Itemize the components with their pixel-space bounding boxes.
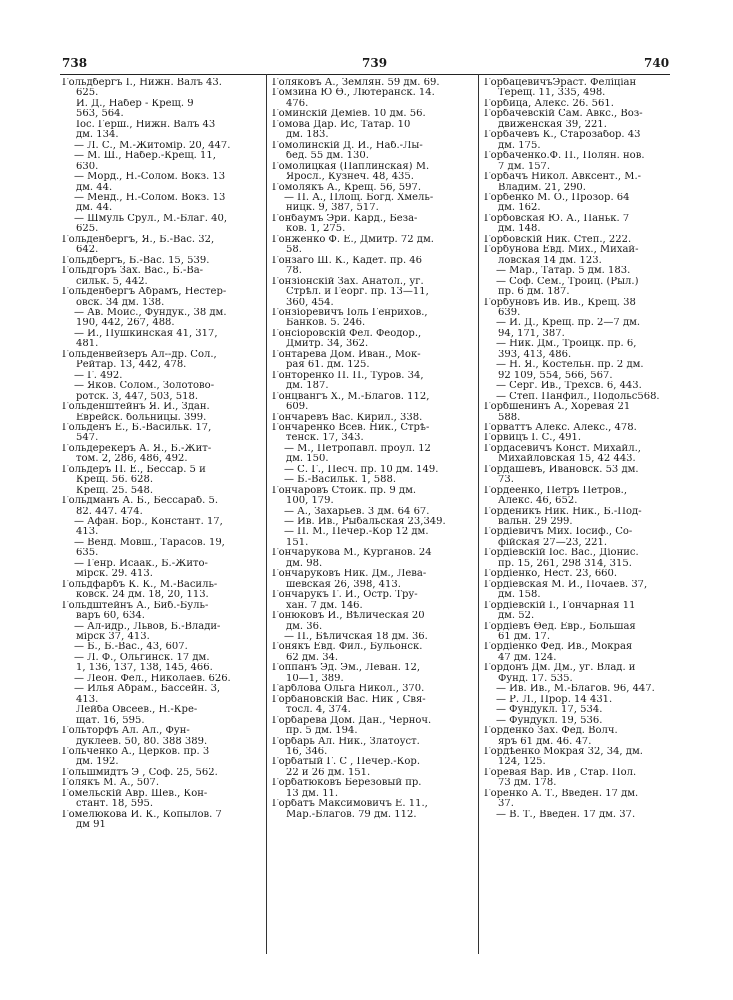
directory-entry-line: — Леон. Фел., Николаев. 626.	[74, 673, 231, 684]
directory-entry-line: Еврейск. больницы. 399.	[76, 412, 207, 423]
directory-entry-line: 642.	[76, 245, 99, 256]
directory-entry-line: 124, 125.	[498, 757, 546, 768]
directory-entry-line: дм 91	[76, 820, 106, 831]
directory-entry-line: 37.	[498, 799, 514, 810]
directory-entry-line: Гонбаумъ Эри. Кард., Беза-	[272, 213, 418, 224]
directory-entry-line: 635.	[76, 548, 99, 559]
directory-entry-line: тосл. 4, 374.	[286, 705, 351, 716]
directory-entry-line: Гордеенко, Петръ Петров.,	[484, 485, 628, 496]
directory-entry-line: Гордіевичъ Мих. Іосиф., Со-	[484, 527, 633, 538]
directory-entry-line: 413.	[76, 694, 99, 705]
directory-entry-line: Гордонъ Дм. Дм., уг. Влад. и	[484, 663, 636, 674]
directory-entry-line: 100, 179.	[286, 496, 334, 507]
directory-entry-line: тенск. 17, 343.	[286, 433, 364, 444]
directory-entry-line: дм. 158.	[498, 590, 541, 601]
directory-entry-line: Горбунова Евд. Мих., Михай-	[484, 245, 639, 256]
directory-entry-line: Горенко А. Т., Введен. 17 дм.	[484, 788, 639, 799]
directory-entry-line: Стрѣл. и Георг. пр. 13—11,	[286, 287, 429, 298]
directory-entry-line: вальн. 29 299.	[498, 517, 573, 528]
directory-entry-line: дм. 175.	[498, 140, 541, 151]
directory-entry-line: — Серг. Ив., Трехсв. 6, 443.	[496, 381, 642, 392]
directory-entry-line: Михайловская 15, 42 443.	[498, 454, 636, 465]
directory-entry-line: бед. 55 дм. 130.	[286, 151, 369, 162]
directory-entry-line: И. Д., Набер - Крещ. 9	[76, 98, 194, 109]
directory-entry-line: пр. 6 дм. 187.	[498, 287, 570, 298]
directory-entry-line: Гонякъ Евд. Фил., Бульонск.	[272, 642, 423, 653]
directory-entry-line: 588.	[498, 412, 521, 423]
directory-entry-line: — П. А., Площ. Богд. Хмель-	[284, 192, 434, 203]
directory-entry-line: 73.	[498, 475, 514, 486]
directory-entry-line: Гонторенко П. П., Туров. 34,	[272, 370, 424, 381]
directory-entry-line: — Фундукл. 17, 534.	[496, 705, 603, 716]
directory-entry-line: Горбовская Ю. А., Паньк. 7	[484, 213, 630, 224]
directory-entry-line: — В. Т., Введен. 17 дм. 37.	[496, 809, 636, 820]
directory-entry-line: — Шмуль Срул., М.-Благ. 40,	[74, 213, 228, 224]
directory-entry-line: 625.	[76, 88, 99, 99]
directory-entry-line: 547.	[76, 433, 99, 444]
directory-entry-line: дм. 148.	[498, 224, 541, 235]
directory-entry-line: — Ал-идр., Львов, Б.-Влади-	[74, 621, 221, 632]
directory-entry-line: Гордіевъ Өед. Евр., Большая	[484, 621, 636, 632]
directory-entry-line: дм. 192.	[76, 757, 119, 768]
column-divider-2	[478, 74, 479, 954]
directory-entry-line: том. 2, 286, 486, 492.	[76, 454, 188, 465]
directory-entry-line: Горбица, Алекс. 26. 561.	[484, 98, 614, 109]
directory-entry-line: 360, 454.	[286, 297, 334, 308]
directory-entry-line: рая 61. дм. 125.	[286, 360, 370, 371]
directory-entry-line: Гольдеръ П. Е., Бессар. 5 и	[62, 464, 206, 475]
directory-entry-line: овск. 34 дм. 138.	[76, 297, 165, 308]
directory-entry-line: пр. 5 дм. 194.	[286, 726, 358, 737]
directory-entry-line: 78.	[286, 266, 302, 277]
directory-entry-line: дм. 150.	[286, 454, 329, 465]
directory-entry-line: ковск. 24 дм. 18, 20, 113.	[76, 590, 209, 601]
directory-entry-line: Гоминскій Деміев. 10 дм. 56.	[272, 109, 426, 120]
directory-entry-line: 609.	[286, 402, 309, 413]
directory-entry-line: ницк. 9, 387, 517.	[286, 203, 379, 214]
directory-entry-line: Рейтар. 13, 442, 478.	[76, 360, 187, 371]
directory-entry-line: Гордѣенко Мокрая 32, 34, дм.	[484, 747, 643, 757]
directory-entry-line: 625.	[76, 224, 99, 235]
directory-entry-line: дуклеев. 50, 80. 388 389.	[76, 736, 208, 747]
directory-entry-line: Горбачевскій Сам. Авкс., Воз-	[484, 109, 643, 120]
directory-entry-line: Гарблова Ольга Никол., 370.	[272, 684, 425, 695]
directory-entry-line: ротск. 3, 447, 503, 518.	[76, 391, 199, 402]
directory-entry-line: Гомолинскій Д. И., Наб.-Лы-	[272, 140, 423, 151]
directory-entry-line: Горбовскій Ник. Степ., 222.	[484, 234, 632, 245]
directory-entry-line: Алекс. 46, 652.	[498, 496, 578, 507]
directory-entry-line: — С. Г., Песч. пр. 10 дм. 149.	[284, 464, 439, 475]
directory-entry-line: Гордіенко Фед. Ив., Мокрая	[484, 642, 633, 653]
directory-entry-line: 413.	[76, 527, 99, 538]
directory-entry-line: Гомолякъ А., Крещ. 56, 597.	[272, 182, 422, 193]
directory-entry-line: 7 дм. 157.	[498, 161, 551, 172]
directory-entry-line: Гонзіонскій Зах. Анатол., уг.	[272, 276, 424, 287]
directory-entry-line: — Яков. Солом., Золотово-	[74, 381, 215, 392]
directory-entry-line: дм. 44.	[76, 203, 113, 214]
directory-entry-line: Горбачъ Никол. Авксент., М.-	[484, 172, 642, 183]
page-number-right: 740	[644, 56, 670, 70]
directory-entry-line: Гонсіоровскій Фел. Феодор.,	[272, 328, 422, 339]
directory-entry-line: — Фундукл. 19, 536.	[496, 715, 603, 726]
directory-entry-line: мірск. 29. 413.	[76, 569, 153, 580]
directory-entry-line: Горбачевъ К., Старозабор. 43	[484, 130, 641, 141]
directory-entry-line: 82. 447. 474.	[76, 506, 143, 517]
directory-entry-line: 13 дм. 11.	[286, 788, 339, 799]
directory-entry-line: 563, 564.	[76, 109, 124, 120]
directory-entry-line: — Л. С., М.-Житомір. 20, 447.	[74, 140, 231, 151]
directory-entry-line: Гомолицкая (Паплинская) М.	[272, 161, 430, 172]
directory-entry-line: 94, 171, 387.	[498, 328, 565, 339]
directory-entry-line: Гольденбергъ Абрамъ, Нестер-	[62, 287, 227, 298]
directory-entry-line: Голяковъ А., Землян. 59 дм. 69.	[272, 78, 440, 88]
directory-entry-line: Лейба Овсеев., Н.-Кре-	[76, 705, 198, 716]
directory-entry-line: 1, 136, 137, 138, 145, 466.	[76, 663, 213, 674]
directory-entry-line: — Б.-Васильк. 1, 588.	[284, 475, 397, 486]
directory-entry-line: — Степ. Панфил., Подольс568.	[496, 391, 660, 402]
directory-entry-line: Горбшенинъ А., Хоревая 21	[484, 402, 631, 413]
directory-entry-line: Яросл., Кузнеч. 48, 435.	[286, 172, 414, 183]
directory-entry-line: Гордашевъ, Ивановск. 53 дм.	[484, 464, 639, 475]
directory-entry-line: Горбенко М. О., Прозор. 64	[484, 192, 630, 203]
directory-entry-line: Гончаруковъ Ник. Дм., Лева-	[272, 569, 427, 580]
directory-entry-line: — Г. 492.	[74, 370, 123, 381]
directory-entry-line: Гончаревъ Вас. Кирил., 338.	[272, 412, 423, 423]
directory-entry-line: Гончарукъ Г. И., Остр. Тру-	[272, 590, 418, 601]
directory-entry-line: — Ив. Ив., М.-Благов. 96, 447.	[496, 684, 655, 695]
directory-entry-line: 61 дм. 17.	[498, 632, 551, 643]
directory-entry-line: 639.	[498, 307, 521, 318]
directory-entry-line: Гонженко Ф. Е., Дмитр. 72 дм.	[272, 234, 434, 245]
directory-entry-line: фійская 27—23, 221.	[498, 537, 608, 548]
directory-entry-line: Гомелюкова И. К., Копылов. 7	[62, 809, 222, 820]
directory-entry-line: Гольдбергъ I., Нижн. Валъ 43.	[62, 78, 222, 88]
directory-entry-line: дм. 183.	[286, 130, 329, 141]
directory-entry-line: Горденикъ Ник. Ник., Б.-Под-	[484, 506, 642, 517]
directory-entry-line: — М., Петропавл. проул. 12	[284, 443, 431, 454]
directory-entry-line: Гордасевичъ Конст. Михайл.,	[484, 443, 641, 454]
directory-entry-line: Гонюковъ И., Вѣлическая 20	[272, 611, 425, 622]
directory-entry-line: Гольторфъ Ал. Ал., Фун-	[62, 726, 190, 737]
directory-entry-line: — Венд. Мовш., Тарасов. 19,	[74, 537, 225, 548]
directory-entry-line: Терещ. 11, 335, 498.	[498, 88, 606, 99]
directory-entry-line: — Р. Л., Прор. 14 431.	[496, 694, 613, 705]
directory-entry-line: дм. 162.	[498, 203, 541, 214]
directory-entry-line: Гольденштейнъ Я. И., Здан.	[62, 402, 210, 413]
directory-entry-line: 22 и 26 дм. 151.	[286, 767, 371, 778]
directory-entry-line: — Ник. Дм., Троицк. пр. 6,	[496, 339, 637, 350]
directory-entry-line: Гольдфарбъ К. К., М.-Василь-	[62, 579, 218, 590]
directory-entry-line: Гольдманъ А. Б., Бессараб. 5.	[62, 496, 219, 507]
directory-entry-line: Гольденбергъ, Я., Б.-Вас. 32,	[62, 234, 215, 245]
directory-entry-line: — Морд., Н.-Солом. Вокз. 13	[74, 172, 226, 183]
column-divider-1	[266, 74, 267, 954]
column-left	[62, 78, 260, 831]
directory-entry-line: Горбуновъ Ив. Ив., Крещ. 38	[484, 297, 636, 308]
directory-entry-line: Гоппанъ Эд. Эм., Леван. 12,	[272, 663, 421, 674]
directory-entry-line: стант. 18, 595.	[76, 799, 153, 810]
directory-entry-line: дм. 44.	[76, 182, 113, 193]
directory-entry-line: 10—1, 389.	[286, 673, 344, 684]
directory-entry-line: щат. 16, 595.	[76, 715, 145, 726]
directory-entry-line: — Л. Ф., Ольгинск. 17 дм.	[74, 652, 210, 663]
directory-entry-line: пр. 15, 261, 298 314, 315.	[498, 558, 632, 569]
directory-entry-line: Гончаренко Всев. Ник., Стрѣ-	[272, 422, 430, 433]
directory-entry-line: 58.	[286, 245, 302, 256]
header-rule	[60, 74, 670, 75]
directory-entry-line: Гордіевская М. И., Почаев. 37,	[484, 579, 648, 590]
directory-entry-line: Гольденвейзеръ Ал--др. Сол.,	[62, 349, 217, 360]
directory-entry-line: Гольдгоръ Зах. Вас., Б.-Ва-	[62, 266, 204, 277]
directory-entry-line: Гордіевскій І., Гончарная 11	[484, 600, 636, 611]
directory-entry-line: 151.	[286, 537, 309, 548]
column-right	[484, 78, 674, 820]
directory-entry-line: Гомова Дар. Ис, Татар. 10	[272, 119, 411, 130]
directory-entry-line: Крещ. 56. 628.	[76, 475, 154, 486]
directory-entry-line: мірск 37, 413.	[76, 632, 150, 643]
directory-entry-line: 92 109, 554, 566, 567.	[498, 370, 613, 381]
directory-entry-line: 481.	[76, 339, 99, 350]
directory-entry-line: 73 дм. 178.	[498, 778, 557, 789]
directory-entry-line: ловская 14 дм. 123.	[498, 255, 602, 266]
directory-entry-line: 476.	[286, 98, 309, 109]
directory-entry-line: Горевая Вар. Ив , Стар. Пол.	[484, 767, 637, 778]
column-middle	[272, 78, 470, 820]
directory-entry-line: 62 дм. 34.	[286, 652, 339, 663]
directory-entry-line: Гомельскій Авр. Шев., Кон-	[62, 788, 208, 799]
directory-entry-line: Гонтарева Дом. Иван., Мок-	[272, 349, 421, 360]
directory-entry-line: ков. 1, 275.	[286, 224, 346, 235]
directory-entry-line: 393, 413, 486.	[498, 349, 572, 360]
directory-entry-line: Гомзина Ю Ө., Лютеранск. 14.	[272, 88, 435, 99]
directory-entry-line: Іос. Герш., Нижн. Валъ 43	[76, 119, 216, 130]
directory-entry-line: хан. 7 дм. 146.	[286, 600, 363, 611]
page-number-left: 738	[62, 56, 88, 70]
directory-entry-line: Горбановскій Вас. Ник , Свя-	[272, 694, 426, 705]
directory-entry-line: Гольшмидтъ Э , Соф. 25, 562.	[62, 767, 218, 778]
directory-entry-line: 190, 442, 267, 488.	[76, 318, 175, 329]
directory-entry-line: Гольдбергъ, Б.-Вас. 15, 539.	[62, 255, 210, 266]
directory-entry-line: — Б., Б.-Вас., 43, 607.	[74, 642, 188, 653]
directory-entry-line: 16, 346.	[286, 747, 328, 757]
directory-entry-line: Гордіевскій Іос. Вас., Діонис.	[484, 548, 639, 559]
directory-entry-line: дм. 134.	[76, 130, 119, 141]
directory-entry-line: — Менд., Н.-Солом. Вокз. 13	[74, 192, 226, 203]
directory-entry-line: — Афан. Бор., Констант. 17,	[74, 517, 223, 528]
directory-entry-line: дм. 52.	[498, 611, 535, 622]
directory-entry-line: Горденко Зах. Фед. Волч.	[484, 726, 618, 737]
directory-entry-line: ГорбацевичъЭраст. Феліціан	[484, 78, 637, 88]
directory-entry-line: яръ 61 дм. 46. 47.	[498, 736, 592, 747]
directory-entry-line: — Мар., Татар. 5 дм. 183.	[496, 266, 631, 277]
directory-entry-line: — П. М., Печер.-Кор 12 дм.	[284, 527, 429, 538]
directory-entry-line: — М. Ш., Набер.-Крещ. 11,	[74, 151, 216, 162]
directory-entry-line: — А., Захарьев. 3 дм. 64 67.	[284, 506, 430, 517]
directory-entry-line: Банков. 5. 246.	[286, 318, 366, 329]
directory-entry-line: Горвицъ І. С., 491.	[484, 433, 582, 444]
directory-entry-line: Гольченко А., Церков. пр. 3	[62, 747, 210, 757]
directory-entry-line: — Илья Абрам., Бассейн. 3,	[74, 684, 221, 695]
directory-entry-line: Гольдштейнъ А., Биб.-Буль-	[62, 600, 209, 611]
directory-entry-line: Горбатюковъ Березовый пр.	[272, 778, 422, 789]
directory-entry-line: Горбатый Г. С , Печер.-Кор.	[272, 757, 420, 768]
directory-entry-line: Горбатъ Максимовичъ Е. 11.,	[272, 799, 428, 810]
directory-entry-line: 47 дм. 124.	[498, 652, 557, 663]
directory-entry-line: Гончаровъ Стоик. пр. 9 дм.	[272, 485, 417, 496]
directory-entry-line: Горваттъ Алекс. Алекс., 478.	[484, 422, 637, 433]
directory-entry-line: Горбаченко.Ф. П., Полян. нов.	[484, 151, 645, 162]
directory-entry-line: дм. 36.	[286, 621, 323, 632]
directory-entry-line: — Н. Я., Костельн. пр. 2 дм.	[496, 360, 644, 371]
directory-entry-line: Гонзаго Ш. К., Кадет. пр. 46	[272, 255, 423, 266]
directory-entry-line: шевская 26, 398, 413.	[286, 579, 401, 590]
directory-entry-line: — И. Д., Крещ. пр. 2—7 дм.	[496, 318, 641, 329]
directory-entry-line: Крещ. 25. 548.	[76, 485, 154, 496]
directory-entry-line: движенская 39, 221.	[498, 119, 607, 130]
directory-entry-line: Горбарева Дом. Дан., Черноч.	[272, 715, 432, 726]
directory-entry-line: Гонцвангъ Х., М.-Благов. 112,	[272, 391, 430, 402]
directory-entry-line: сильк. 5, 442.	[76, 276, 148, 287]
directory-entry-line: Гольденъ Е., Б.-Васильк. 17,	[62, 422, 212, 433]
directory-entry-line: — И., Пушкинская 41, 317,	[74, 328, 218, 339]
directory-entry-line: — Ав. Моис., Фундук., 38 дм.	[74, 307, 227, 318]
directory-entry-line: 630.	[76, 161, 99, 172]
directory-entry-line: Голякъ М. А., 507.	[62, 778, 160, 789]
directory-entry-line: Гонзіоревичъ Іоль Генрихов.,	[272, 307, 428, 318]
directory-entry-line: Гольдерекеръ А. Я., Б.-Жит-	[62, 443, 212, 454]
directory-entry-line: Горбарь Ал. Ник., Златоуст.	[272, 736, 420, 747]
directory-entry-line: Фунд. 17. 535.	[498, 673, 573, 684]
directory-entry-line: дм. 98.	[286, 558, 323, 569]
page-number-center: 739	[362, 56, 388, 70]
directory-entry-line: Владим. 21, 290.	[498, 182, 586, 193]
directory-entry-line: варъ 60, 634.	[76, 611, 145, 622]
directory-entry-line: Мар.-Благов. 79 дм. 112.	[286, 809, 417, 820]
directory-entry-line: Гордіенко, Нест. 23, 660.	[484, 569, 618, 580]
directory-entry-line: Дмитр. 34, 362.	[286, 339, 369, 350]
directory-entry-line: — Генр. Исаак., Б.-Житo-	[74, 558, 208, 569]
directory-entry-line: дм. 187.	[286, 381, 329, 392]
directory-entry-line: — Ив. Ив., Рыбальская 23,349.	[284, 517, 446, 528]
directory-entry-line: Гончарукова М., Курганов. 24	[272, 548, 432, 559]
directory-entry-line: — Соф. Сем., Троиц. (Рыл.)	[496, 276, 639, 287]
directory-entry-line: — П., Бѣличская 18 дм. 36.	[284, 632, 428, 643]
